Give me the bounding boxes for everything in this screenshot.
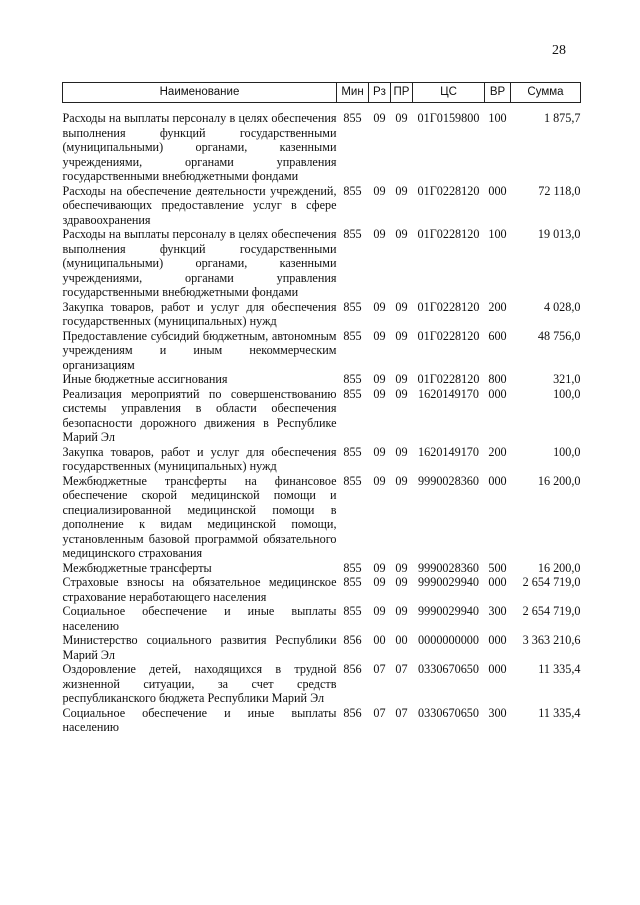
table-row (63, 445, 581, 474)
cell-vr: 300 (488, 705, 507, 720)
table-row (63, 387, 581, 445)
cell-vr: 300 (488, 604, 507, 618)
cell-sum: 321,0 (553, 372, 581, 386)
cell-vr: 000 (488, 473, 507, 488)
table-row (63, 604, 581, 633)
cell-cs: 01Г0228120 (417, 299, 480, 314)
cell-sum: 19 013,0 (537, 227, 581, 241)
cell-cs: 1620149170 (418, 444, 479, 459)
cell-pr: 00 (395, 633, 408, 647)
header-vr: ВР (485, 83, 511, 103)
cell-sum: 72 118,0 (538, 183, 581, 198)
cell-pr: 09 (395, 386, 408, 401)
cell-cs: 01Г0228120 (417, 183, 480, 198)
cell-cs: 01Г0228120 (417, 227, 480, 241)
cell-pr: 09 (395, 473, 408, 488)
table-row (63, 184, 581, 228)
cell-vr: 100 (488, 111, 507, 125)
cell-sum: 1 875,7 (543, 111, 581, 125)
cell-name: Закупка товаров, работ и услуг для обеспечения государственных (муниципальных) нужд (62, 299, 337, 328)
cell-rz: 09 (373, 299, 386, 314)
cell-pr: 09 (395, 111, 408, 125)
header-pr: ПР (391, 83, 413, 103)
cell-cs: 0330670650 (418, 705, 479, 720)
cell-vr: 000 (488, 386, 507, 401)
cell-sum: 4 028,0 (543, 299, 581, 314)
cell-rz: 09 (373, 227, 386, 241)
cell-vr: 600 (488, 328, 507, 343)
cell-pr: 07 (395, 662, 408, 676)
table-row (63, 329, 581, 373)
cell-cs: 9990029940 (418, 604, 479, 618)
cell-vr: 000 (488, 662, 507, 676)
page-number: 28 (552, 43, 566, 58)
cell-cs: 01Г0228120 (417, 328, 480, 343)
header-rz: Рз (369, 83, 391, 103)
cell-min: 855 (343, 473, 362, 488)
cell-cs: 1620149170 (418, 386, 479, 401)
cell-name: Страховые взносы на обязательное медицинское страхование неработающего населения (62, 575, 337, 604)
cell-name: Межбюджетные трансферты (62, 560, 212, 575)
budget-table (62, 82, 581, 735)
cell-sum: 16 200,0 (537, 473, 581, 488)
table-row (63, 561, 581, 576)
table-row (63, 706, 581, 735)
cell-pr: 09 (395, 299, 408, 314)
cell-name: Межбюджетные трансферты на финансовое обеспечение скорой медицинской помощи и специализированной медицинской помощи в дополнение к видам медицинской помощи, установленным базовой программой обязательного медицинского страхования (62, 473, 337, 560)
cell-sum: 11 335,4 (538, 705, 581, 720)
cell-rz: 09 (373, 386, 386, 401)
cell-name: Закупка товаров, работ и услуг для обеспечения государственных (муниципальных) нужд (62, 444, 337, 473)
cell-min: 856 (343, 633, 362, 647)
cell-name: Социальное обеспечение и иные выплаты населению (62, 705, 337, 734)
cell-name: Социальное обеспечение и иные выплаты населению (62, 604, 337, 633)
cell-pr: 07 (395, 705, 408, 720)
cell-rz: 09 (373, 575, 386, 589)
cell-min: 855 (343, 604, 362, 618)
table-row (63, 575, 581, 604)
cell-rz: 09 (373, 604, 386, 618)
cell-vr: 000 (488, 575, 507, 589)
cell-min: 855 (343, 372, 362, 386)
cell-sum: 2 654 719,0 (522, 575, 581, 589)
cell-rz: 09 (373, 183, 386, 198)
cell-min: 855 (343, 299, 362, 314)
cell-name: Министерство социального развития Республики Марий Эл (62, 633, 337, 662)
table-row (63, 633, 581, 662)
table-row (63, 372, 581, 387)
cell-min: 855 (343, 111, 362, 125)
cell-vr: 000 (488, 633, 507, 647)
cell-name: Предоставление субсидий бюджетным, автономным учреждениям и иным некоммерческим организациям (62, 328, 337, 372)
cell-name: Расходы на выплаты персоналу в целях обеспечения выполнения функций государственными (муниципальными) органами, казенными учреждениями, органами управления государственными внебюджетными фондами (62, 111, 337, 183)
cell-sum: 2 654 719,0 (522, 604, 581, 618)
header-min: Мин (337, 83, 369, 103)
cell-sum: 16 200,0 (537, 560, 581, 575)
cell-min: 855 (343, 575, 362, 589)
cell-min: 855 (343, 560, 362, 575)
cell-pr: 09 (395, 604, 408, 618)
cell-name: Иные бюджетные ассигнования (62, 372, 228, 386)
table-row (63, 662, 581, 706)
cell-vr: 800 (488, 372, 507, 386)
cell-rz: 09 (373, 328, 386, 343)
cell-vr: 100 (488, 227, 507, 241)
header-cs: ЦС (413, 83, 485, 103)
cell-pr: 09 (395, 328, 408, 343)
cell-rz: 09 (373, 560, 386, 575)
cell-name: Реализация мероприятий по совершенствованию системы управления в области обеспечения безопасности дорожного движения в Республике Марий Эл (62, 386, 337, 444)
cell-pr: 09 (395, 372, 408, 386)
cell-sum: 48 756,0 (537, 328, 581, 343)
cell-min: 855 (343, 328, 362, 343)
cell-cs: 0000000000 (418, 633, 479, 647)
table-row (63, 111, 581, 184)
cell-min: 856 (343, 662, 362, 676)
cell-min: 855 (343, 386, 362, 401)
cell-min: 855 (343, 227, 362, 241)
cell-rz: 07 (373, 705, 386, 720)
cell-rz: 09 (373, 372, 386, 386)
cell-pr: 09 (395, 227, 408, 241)
cell-sum: 11 335,4 (538, 662, 581, 676)
header-name: Наименование (63, 83, 337, 103)
table-body (63, 103, 581, 735)
cell-rz: 09 (373, 473, 386, 488)
table-header-row (63, 83, 581, 103)
table-row (63, 227, 581, 300)
cell-rz: 00 (373, 633, 386, 647)
cell-min: 856 (343, 705, 362, 720)
cell-name: Расходы на обеспечение деятельности учреждений, обеспечивающих предоставление услуг в сфере здравоохранения (62, 183, 337, 227)
cell-vr: 200 (488, 444, 507, 459)
cell-name: Оздоровление детей, находящихся в трудной жизненной ситуации, за счет средств республиканского бюджета Республики Марий Эл (62, 662, 337, 705)
cell-cs: 9990028360 (418, 560, 479, 575)
cell-cs: 01Г0228120 (417, 372, 480, 386)
table-row (63, 474, 581, 561)
cell-sum: 100,0 (553, 386, 581, 401)
cell-pr: 09 (395, 183, 408, 198)
cell-vr: 000 (488, 183, 507, 198)
cell-sum: 100,0 (553, 444, 581, 459)
cell-vr: 200 (488, 299, 507, 314)
cell-cs: 01Г0159800 (417, 111, 480, 125)
cell-name: Расходы на выплаты персоналу в целях обеспечения выполнения функций государственными (муниципальными) органами, казенными учреждениями, органами управления государственными внебюджетными фондами (62, 227, 337, 299)
cell-cs: 9990029940 (418, 575, 479, 589)
cell-cs: 9990028360 (418, 473, 479, 488)
cell-pr: 09 (395, 444, 408, 459)
cell-sum: 3 363 210,6 (522, 633, 581, 647)
cell-min: 855 (343, 183, 362, 198)
cell-cs: 0330670650 (418, 662, 479, 676)
header-sum: Сумма (511, 83, 581, 103)
cell-rz: 09 (373, 444, 386, 459)
cell-min: 855 (343, 444, 362, 459)
table-row (63, 300, 581, 329)
cell-vr: 500 (488, 560, 507, 575)
cell-rz: 07 (373, 662, 386, 676)
cell-pr: 09 (395, 575, 408, 589)
cell-pr: 09 (395, 560, 408, 575)
cell-rz: 09 (373, 111, 386, 125)
